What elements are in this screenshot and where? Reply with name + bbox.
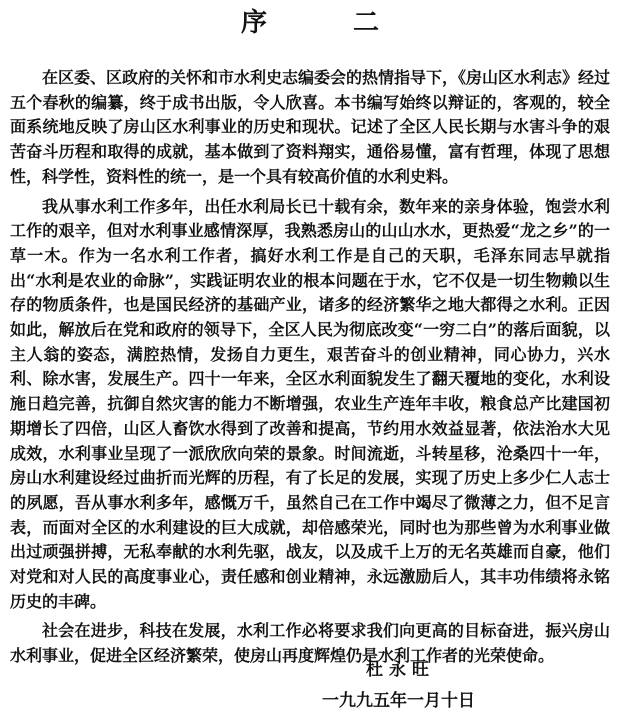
preface-body <box>10 66 610 674</box>
paragraph-3: 社会在进步，科技在发展，水利工作必将要求我们向更高的目标奋进，振兴房山水利事业，促进全区经济繁荣，使房山再度辉煌仍是水利工作者的光荣使命。 <box>10 621 610 666</box>
paragraph-1: 在区委、区政府的关怀和市水利史志编委会的热情指导下，《房山区水利志》经过五个春秋的编纂，终于成书出版，令人欣喜。本书编写始终以辩证的，客观的，较全面系统地反映了房山区水利事业的历史和现状。记述了全区人民长期与水害斗争的艰苦奋斗历程和取得的成就，基本做到了资料翔实，通俗易懂，富有哲理，体现了思想性，科学性，资料性的统一，是一个具有较高价值的水利史料。 <box>10 68 611 186</box>
preface-title: 序 二 <box>240 8 409 38</box>
signature-date: 一九九五年一月十日 <box>322 691 475 711</box>
author-signature: 杜永旺 <box>366 660 435 680</box>
paragraph-2: 我从事水利工作多年，出任水利局长已十载有余，数年来的亲身体验，饱尝水利工作的艰辛，但对水利事业感情深厚，我熟悉房山的山山水水，更热爱“龙之乡”的一草一木。作为一名水利工作者，搞好水利工作是自己的天职，毛泽东同志早就指出“水利是农业的命脉”，实践证明农业的根本问题在于水，它不仅是一切生物赖以生存的物质条件，也是国民经济的基础产业，诸多的经济繁华之地大都得之水利。正因如此，解放后在党和政府的领导下，全区人民为彻底改变“一穷二白”的落后面貌，以主人翁的姿态，满腔热情，发扬自力更生，艰苦奋斗的创业精神，同心协力，兴水利、除水害，发展生产。四十一年来，全区水利面貌发生了翻天覆地的变化，水利设施日趋完善，抗御自然灾害的能力不断增强，农业生产连年丰收，粮食总产比建国初期增长了四倍，山区人畜饮水得到了改善和提高，节约用水效益显著，依法治水大见成效，水利事业呈现了一派欣欣向荣的景象。时间流逝，斗转星移，沧桑四十一年，房山水利建设经过曲折而光辉的历程，有了长足的发展，实现了历史上多少仁人志士的夙愿，吾从事水利多年，感慨万千，虽然自己在工作中竭尽了微薄之力，但不足言表，而面对全区的水利建设的巨大成就，却倍感荣光，同时也为那些曾为水利事业做出过顽强拼搏，无私奉献的水利先驱，战友，以及成千上万的无名英雄而自豪，他们对党和对人民的高度事业心，责任感和创业精神，永远激励后人，其丰功伟绩将永铭历史的丰碑。 <box>10 196 610 611</box>
